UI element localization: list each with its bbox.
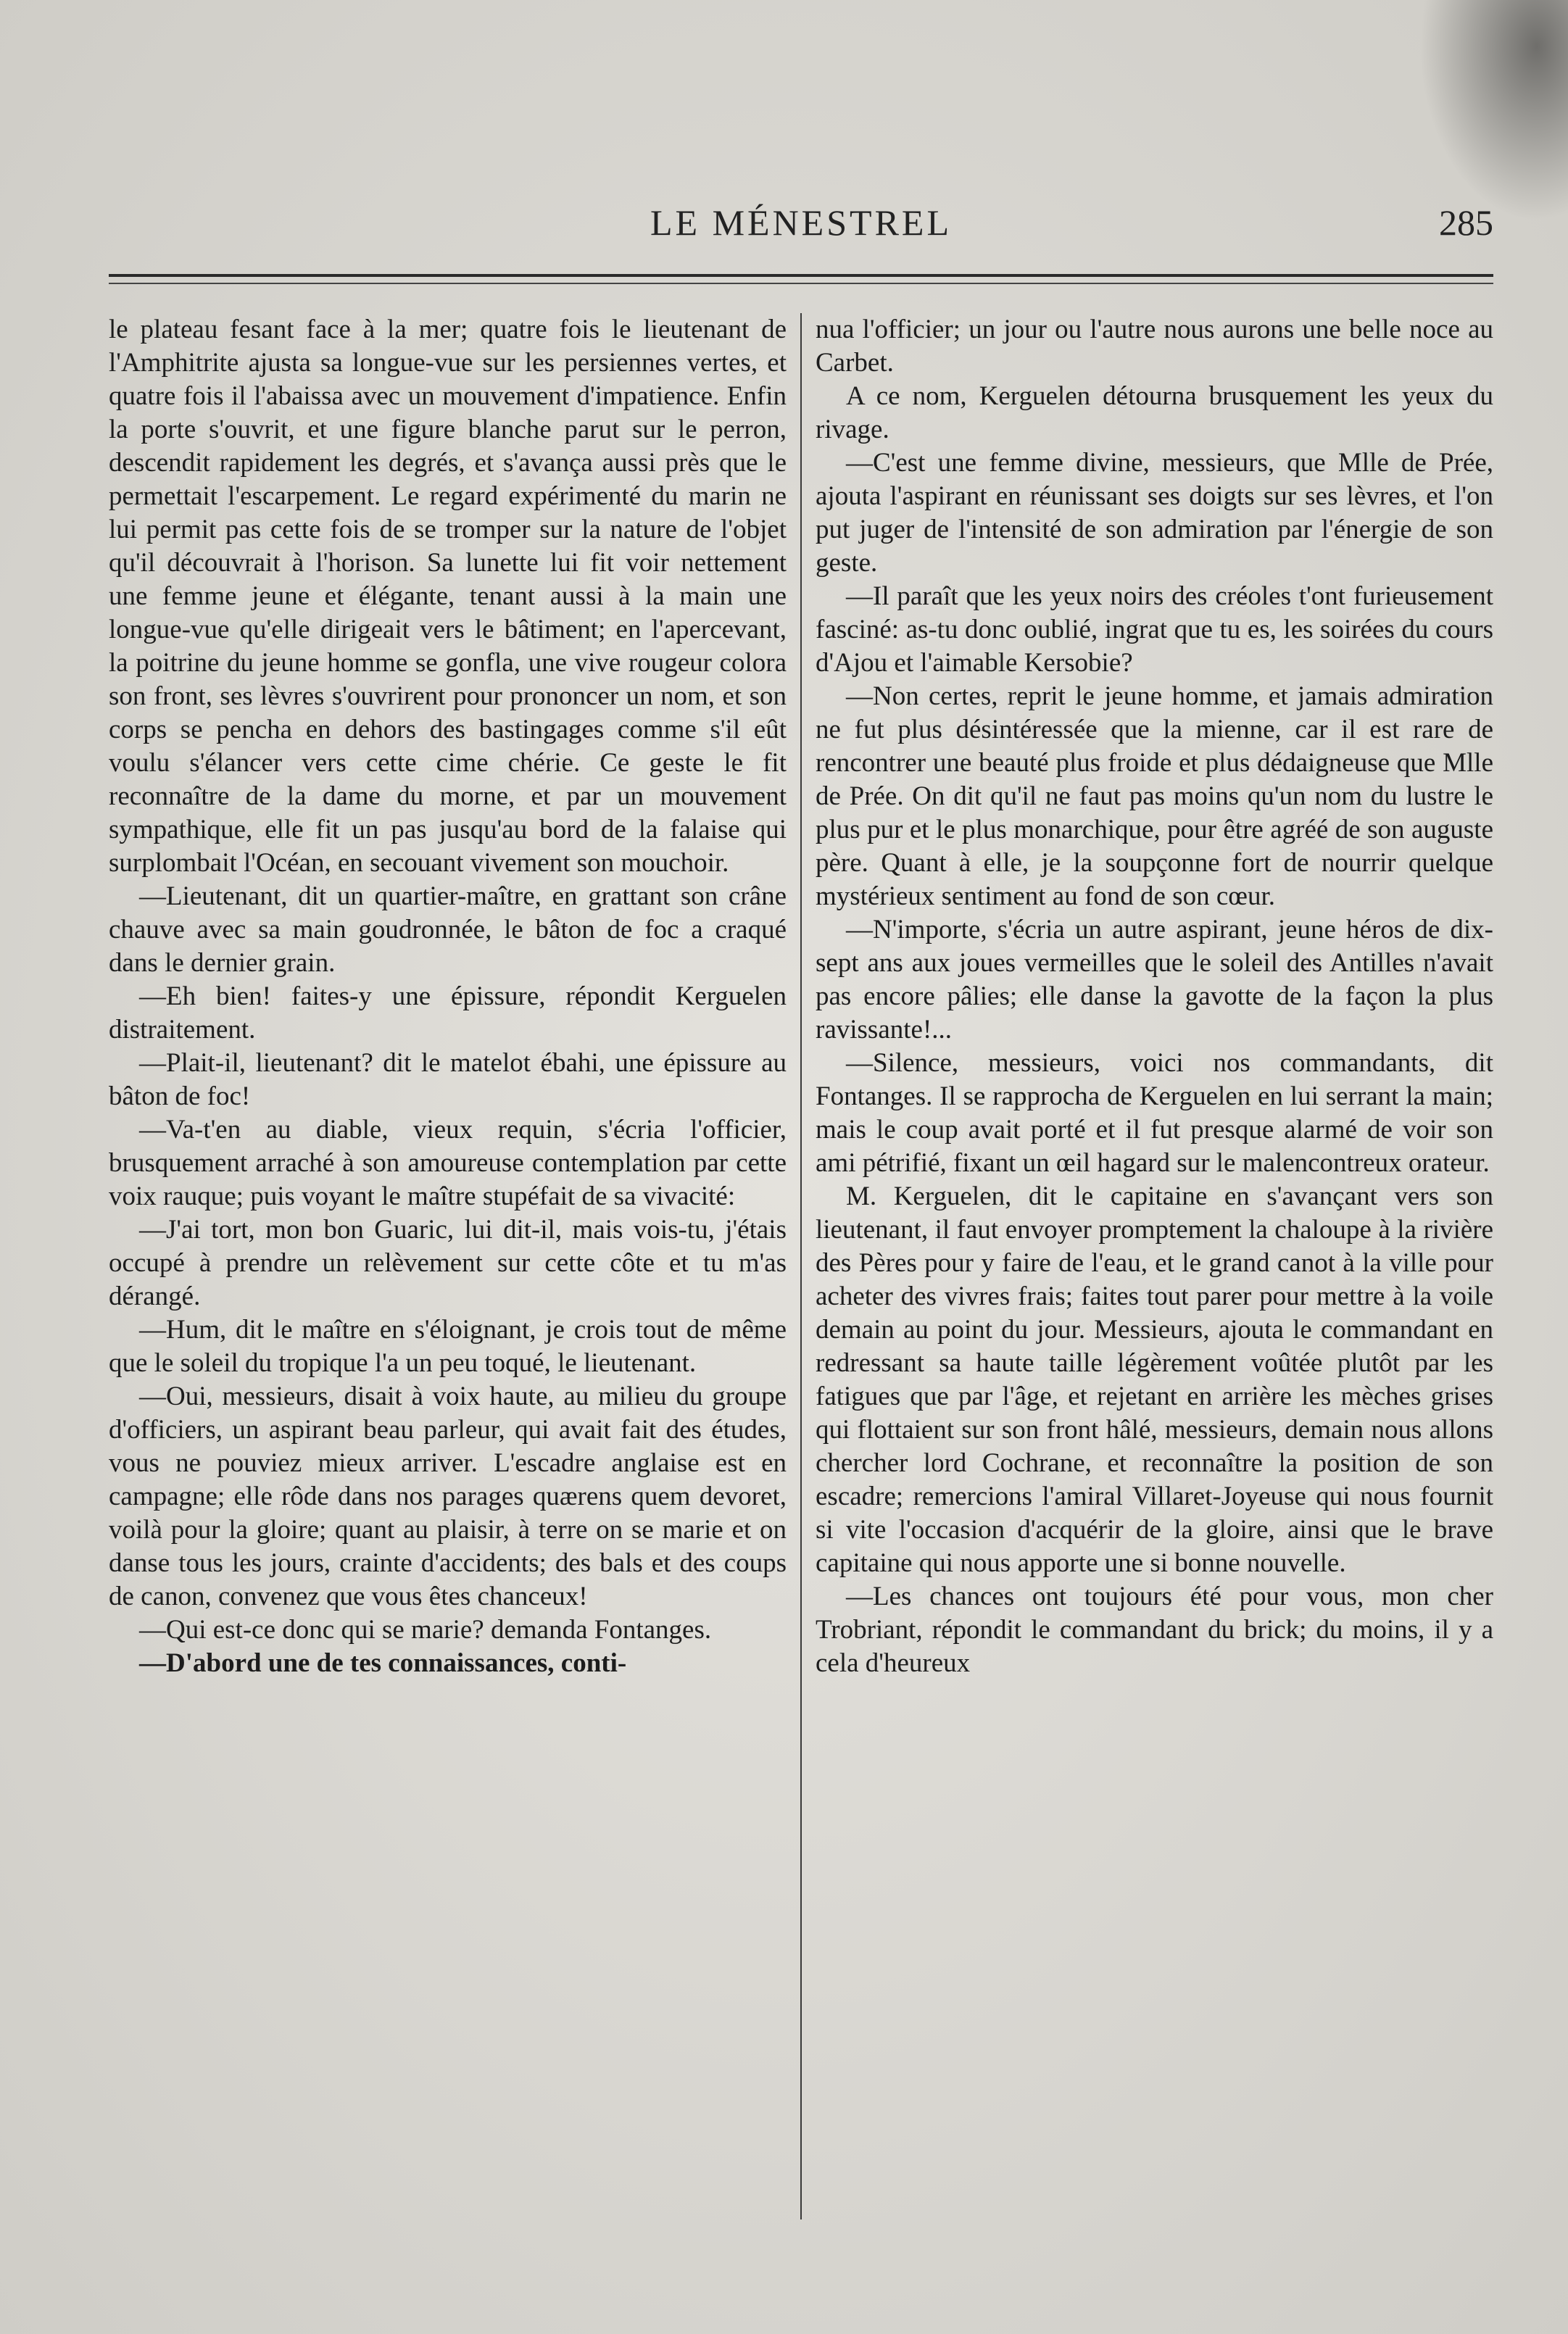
text-columns [109, 313, 1493, 2219]
paragraph: —Silence, messieurs, voici nos commandants, dit Fontanges. Il se rapprocha de Kerguelen en lui serrant la main; mais le coup avait porté et il fut presque alarmé de voir son ami pétrifié, fixant un œil hagard sur le malencontreux orateur. [816, 1048, 1493, 1178]
page-header [109, 202, 1493, 252]
column-divider [800, 313, 802, 2219]
paragraph: —Plait-il, lieutenant? dit le matelot ébahi, une épissure au bâton de foc! [109, 1048, 787, 1111]
paragraph: —Non certes, reprit le jeune homme, et jamais admiration ne fut plus désintéressée que la mienne, car il est rare de rencontrer une beauté plus froide et plus dédaigneuse que Mlle de Prée. On dit qu'il ne faut pas moins qu'un nom du lustre le plus pur et le plus monarchique, pour être agréé de son auguste père. Quant à elle, je la soupçonne fort de nourrir quelque mystérieux sentiment au fond de son cœur. [816, 681, 1493, 911]
running-title: LE MÉNESTREL [650, 202, 953, 243]
header-rule-thin [109, 283, 1493, 284]
paragraph: A ce nom, Kerguelen détourna brusquement les yeux du rivage. [816, 381, 1493, 444]
paragraph: —Les chances ont toujours été pour vous, mon cher Trobriant, répondit le commandant du brick; du moins, il y a cela d'heureux [816, 1582, 1493, 1678]
paragraph: —C'est une femme divine, messieurs, que Mlle de Prée, ajouta l'aspirant en réunissant ses doigts sur ses lèvres, et l'on put juger de l'intensité de son admiration par l'énergie de son geste. [816, 448, 1493, 578]
header-rule [109, 274, 1493, 277]
paragraph: —Eh bien! faites-y une épissure, répondit Kerguelen distraitement. [109, 981, 787, 1045]
paragraph: —Hum, dit le maître en s'éloignant, je crois tout de même que le soleil du tropique l'a un peu toqué, le lieutenant. [109, 1315, 787, 1378]
paragraph: —Lieutenant, dit un quartier-maître, en grattant son crâne chauve avec sa main goudronnée, le bâton de foc a craqué dans le dernier grain. [109, 881, 787, 978]
page-number: 285 [1439, 202, 1493, 243]
paragraph: —N'importe, s'écria un autre aspirant, jeune héros de dix-sept ans aux joues vermeilles que le soleil des Antilles n'avait pas encore pâlies; elle danse la gavotte de la façon la plus ravissante!... [816, 915, 1493, 1045]
left-column [109, 313, 787, 2219]
paragraph: le plateau fesant face à la mer; quatre fois le lieutenant de l'Amphitrite ajusta sa longue-vue sur les persiennes vertes, et quatre fois il l'abaissa avec un mouvement d'impatience. Enfin la porte s'ouvrit, et une figure blanche parut sur le perron, descendit rapidement les degrés, et s'avança aussi près que le permettait l'escarpement. Le regard expérimenté du marin ne lui permit pas cette fois de se tromper sur la nature de l'objet qu'il découvrait à l'horison. Sa lunette lui fit voir nettement une femme jeune et élégante, tenant aussi à la main une longue-vue qu'elle dirigeait vers le bâtiment; en l'apercevant, la poitrine du jeune homme se gonfla, une vive rougeur colora son front, ses lèvres s'ouvrirent pour prononcer un nom, et son corps se pencha en dehors des bastingages comme s'il eût voulu s'élancer vers cette cime chérie. Ce geste le fit reconnaître de la dame du morne, et par un mouvement sympathique, elle fit un pas jusqu'au bord de la falaise qui surplombait l'Océan, en secouant vivement son mouchoir. [109, 315, 787, 878]
paragraph: M. Kerguelen, dit le capitaine en s'avançant vers son lieutenant, il faut envoyer promptement la chaloupe à la rivière des Pères pour y faire de l'eau, et le grand canot à la ville pour acheter des vivres frais; faites tout parer pour mettre à la voile demain au point du jour. Messieurs, ajouta le commandant en redressant sa haute taille légèrement voûtée plutôt par les fatigues que par l'âge, et rejetant en arrière les mèches grises qui flottaient sur son front hâlé, messieurs, demain nous allons chercher lord Cochrane, et reconnaître la position de son escadre; remercions l'amiral Villaret-Joyeuse qui nous fournit si vite l'occasion d'acquérir de la gloire, ainsi que le brave capitaine qui nous apporte une si bonne nouvelle. [816, 1181, 1493, 1578]
paragraph: —D'abord une de tes connaissances, conti- [139, 1648, 627, 1678]
paragraph: nua l'officier; un jour ou l'autre nous aurons une belle noce au Carbet. [816, 315, 1493, 378]
paragraph: —Va-t'en au diable, vieux requin, s'écria l'officier, brusquement arraché à son amoureuse contemplation par cette voix rauque; puis voyant le maître stupéfait de sa vivacité: [109, 1115, 787, 1211]
paragraph: —J'ai tort, mon bon Guaric, lui dit-il, mais vois-tu, j'étais occupé à prendre un relèvement sur cette côte et tu m'as dérangé. [109, 1215, 787, 1311]
paragraph: —Il paraît que les yeux noirs des créoles t'ont furieusement fasciné: as-tu donc oublié, ingrat que tu es, les soirées du cours d'Ajou et l'aimable Kersobie? [816, 581, 1493, 678]
right-column [816, 313, 1493, 2219]
paragraph: —Qui est-ce donc qui se marie? demanda Fontanges. [139, 1615, 712, 1645]
paragraph: —Oui, messieurs, disait à voix haute, au milieu du groupe d'officiers, un aspirant beau parleur, qui avait fait des études, vous ne pouviez mieux arriver. L'escadre anglaise est en campagne; elle rôde dans nos parages quærens quem devoret, voilà pour la gloire; quant au plaisir, à terre on se marie et on danse tous les jours, crainte d'accidents; des bals et des coups de canon, convenez que vous êtes chanceux! [109, 1382, 787, 1611]
